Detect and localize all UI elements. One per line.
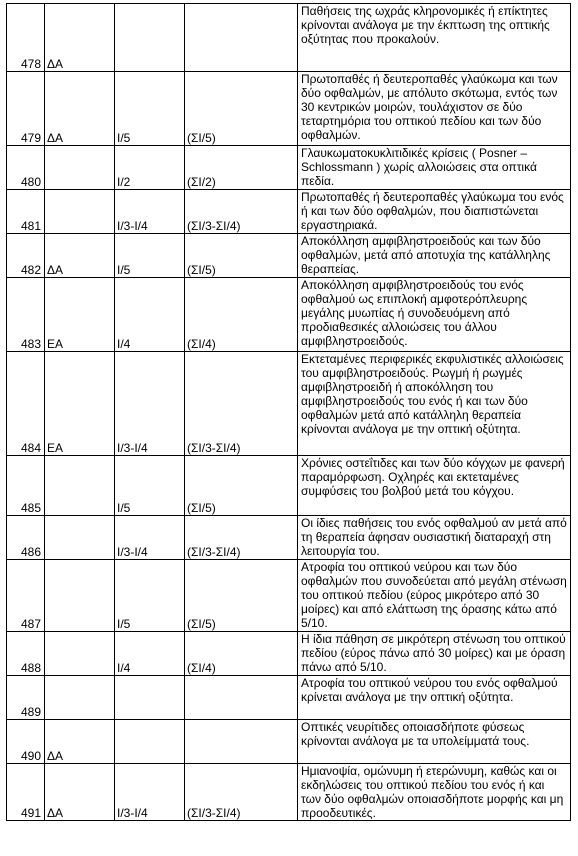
row-number: 484 [7, 352, 45, 456]
code-cell: I/5 [115, 72, 185, 146]
table-body [7, 4, 571, 821]
row-number: 483 [7, 278, 45, 352]
code-cell [115, 4, 185, 72]
row-number: 479 [7, 72, 45, 146]
code-alt-cell: (ΣΙ/2) [185, 146, 298, 190]
row-number: 489 [7, 676, 45, 720]
code-alt-cell: (ΣΙ/3-ΣΙ/4) [185, 764, 298, 821]
row-number: 488 [7, 632, 45, 676]
row-number: 491 [7, 764, 45, 821]
category-cell: ΕΑ [45, 278, 115, 352]
disability-table [6, 3, 571, 821]
description-cell: Ατροφία του οπτικού νεύρου και των δύο οφθαλμών που συνοδεύεται από μεγάλη στένωση του οπτικού πεδίου (εύρος μικρότερο από 30 μοίρες) και από ελάττωση της όρασης κάτω από 5/10. [298, 560, 571, 632]
code-alt-cell: (ΣΙ/4) [185, 632, 298, 676]
row-number: 480 [7, 146, 45, 190]
code-alt-cell [185, 4, 298, 72]
code-cell: I/3-I/4 [115, 190, 185, 234]
description-cell: Παθήσεις της ωχράς κληρονομικές ή επίκτητες κρίνονται ανάλογα με την έκπτωση της οπτικής οξύτητας που προκαλούν. [298, 4, 571, 72]
category-cell [45, 190, 115, 234]
category-cell [45, 560, 115, 632]
category-cell [45, 146, 115, 190]
code-alt-cell: (ΣΙ/3-ΣΙ/4) [185, 516, 298, 560]
description-cell: Οι ίδιες παθήσεις του ενός οφθαλμού αν μετά από τη θεραπεία άφησαν ουσιαστική διαταραχή στη λειτουργία του. [298, 516, 571, 560]
category-cell [45, 456, 115, 516]
table-row [7, 560, 571, 632]
description-cell: Πρωτοπαθές ή δευτεροπαθές γλαύκωμα και των δύο οφθαλμών, με απόλυτο σκότωμα, εντός των 30 κεντρικών μοιρών, τουλάχιστον σε δύο τεταρτημόρια του οπτικού πεδίου και των δύο οφθαλμών. [298, 72, 571, 146]
code-alt-cell: (ΣΙ/5) [185, 72, 298, 146]
code-cell: I/5 [115, 456, 185, 516]
table-row [7, 190, 571, 234]
code-alt-cell: (ΣΙ/3-ΣΙ/4) [185, 352, 298, 456]
code-cell [115, 676, 185, 720]
category-cell: ΔΑ [45, 720, 115, 764]
table-row [7, 676, 571, 720]
code-cell: I/3-I/4 [115, 764, 185, 821]
category-cell [45, 632, 115, 676]
table-row [7, 720, 571, 764]
code-cell: I/3-I/4 [115, 516, 185, 560]
table-row [7, 234, 571, 278]
code-alt-cell [185, 676, 298, 720]
table-row [7, 278, 571, 352]
category-cell: ΕΑ [45, 352, 115, 456]
row-number: 482 [7, 234, 45, 278]
code-cell: I/3-I/4 [115, 352, 185, 456]
row-number: 486 [7, 516, 45, 560]
table-row [7, 146, 571, 190]
table-row [7, 764, 571, 821]
description-cell: Οπτικές νευρίτιδες οποιασδήποτε φύσεως κρίνονται ανάλογα με τα υπολείμματά τους. [298, 720, 571, 764]
category-cell: ΔΑ [45, 72, 115, 146]
description-cell: Η ίδια πάθηση σε μικρότερη στένωση του οπτικού πεδίου (εύρος πάνω από 30 μοίρες) και με όραση πάνω από 5/10. [298, 632, 571, 676]
table-row [7, 4, 571, 72]
code-alt-cell [185, 720, 298, 764]
code-cell: I/4 [115, 278, 185, 352]
code-cell: I/2 [115, 146, 185, 190]
description-cell: Χρόνιες οστεΐτιδες και των δύο κόγχων με φανερή παραμόρφωση. Οχληρές και εκτεταμένες συμφύσεις του βολβού μετά του κόγχου. [298, 456, 571, 516]
row-number: 478 [7, 4, 45, 72]
description-cell: Εκτεταμένες περιφερικές εκφυλιστικές αλλοιώσεις του αμφιβληστροειδούς. Ρωγμή ή ρωγμές αμφιβληστροειδή ή αποκόλληση του αμφιβληστροειδούς του ενός ή και των δύο οφθαλμών μετά από κατάλληλη θεραπεία κρίνονται ανάλογα με την οπτική οξύτητα. [298, 352, 571, 456]
row-number: 481 [7, 190, 45, 234]
table-row [7, 72, 571, 146]
table-row [7, 516, 571, 560]
row-number: 487 [7, 560, 45, 632]
code-cell: I/5 [115, 560, 185, 632]
code-cell [115, 720, 185, 764]
row-number: 490 [7, 720, 45, 764]
description-cell: Πρωτοπαθές ή δευτεροπαθές γλαύκωμα του ενός ή και των δύο οφθαλμών, που διαπιστώνεται εργαστηριακά. [298, 190, 571, 234]
code-alt-cell: (ΣΙ/5) [185, 456, 298, 516]
description-cell: Γλαυκωματοκυκλιτιδικές κρίσεις ( Posner – Schlossmann ) χωρίς αλλοιώσεις στα οπτικά πεδία. [298, 146, 571, 190]
description-cell: Αποκόλληση αμφιβληστροειδούς και των δύο οφθαλμών, μετά από αποτυχία της κατάλληλης θεραπείας. [298, 234, 571, 278]
code-alt-cell: (ΣΙ/3-ΣΙ/4) [185, 190, 298, 234]
description-cell: Ατροφία του οπτικού νεύρου του ενός οφθαλμού κρίνεται ανάλογα με την οπτική οξύτητα. [298, 676, 571, 720]
category-cell: ΔΑ [45, 4, 115, 72]
table-row [7, 632, 571, 676]
category-cell [45, 516, 115, 560]
code-cell: I/4 [115, 632, 185, 676]
code-alt-cell: (ΣΙ/4) [185, 278, 298, 352]
code-alt-cell: (ΣΙ/5) [185, 560, 298, 632]
category-cell: ΔΑ [45, 764, 115, 821]
category-cell: ΔΑ [45, 234, 115, 278]
code-cell: I/5 [115, 234, 185, 278]
code-alt-cell: (ΣΙ/5) [185, 234, 298, 278]
description-cell: Αποκόλληση αμφιβληστροειδούς του ενός οφθαλμού ως επιπλοκή αμφοτερόπλευρης μεγάλης μυωπίας ή συνοδευόμενη από προδιαθεσικές αλλοιώσεις του άλλου αμφιβληστροειδούς. [298, 278, 571, 352]
table-row [7, 456, 571, 516]
row-number: 485 [7, 456, 45, 516]
table-row [7, 352, 571, 456]
description-cell: Ημιανοψία, ομώνυμη ή ετερώνυμη, καθώς και οι εκδηλώσεις του οπτικού πεδίου του ενός ή και των δύο οφθαλμών οποιασδήποτε μορφής και μη προοδευτικές. [298, 764, 571, 821]
category-cell [45, 676, 115, 720]
